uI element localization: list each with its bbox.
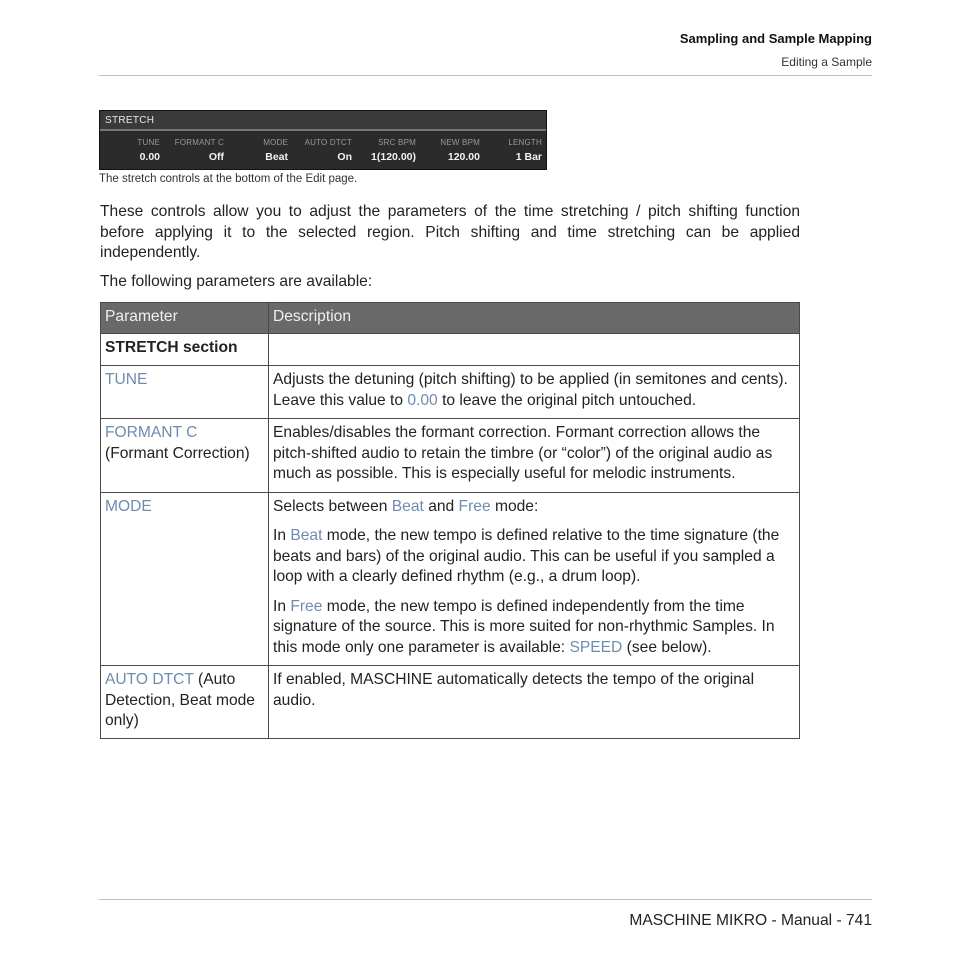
param-name-sub: (Auto Detection, Beat mode only) <box>105 671 255 729</box>
intro-paragraph: These controls allow you to adjust the parameters of the time stretching / pitch shifting function before applying it to the selected region. Pitch shifting and time stretching can be applied independently. <box>100 203 800 261</box>
desc-paragraph <box>273 597 795 659</box>
desc-highlight: Free <box>458 497 491 515</box>
section-label-text: STRETCH section <box>105 338 238 356</box>
param-length <box>472 138 542 163</box>
desc-paragraph <box>273 497 795 518</box>
desc-highlight: Free <box>290 597 323 615</box>
param-name-mode: MODE <box>105 497 152 515</box>
header-rule <box>99 75 872 76</box>
desc-highlight: Beat <box>290 527 323 544</box>
desc-highlight: 0.00 <box>407 391 438 409</box>
table-row <box>101 492 800 666</box>
param-desc-cell: Enables/disables the formant correction. Formant correction allows the pitch-shifted audio to retain the timbre (or “color”) of the original audio as much as possible. This is especially useful for melodic instruments. <box>269 419 800 493</box>
param-value: On <box>337 151 352 163</box>
desc-paragraph <box>273 526 795 588</box>
stretch-panel-screenshot <box>99 110 547 170</box>
param-label: SRC BPM <box>378 138 416 147</box>
section-title: Editing a Sample <box>781 55 872 69</box>
param-label: AUTO DTCT <box>304 138 352 147</box>
page-footer: MASCHINE MIKRO - Manual - 741 <box>629 912 872 929</box>
desc-highlight: SPEED <box>569 638 623 656</box>
param-value: Beat <box>265 151 288 163</box>
param-name-sub: (Formant Correction) <box>105 444 250 462</box>
desc-text: In <box>273 597 291 615</box>
desc-text: Selects between <box>273 497 392 515</box>
param-name-tune: TUNE <box>105 371 148 388</box>
param-src-bpm <box>346 138 416 163</box>
param-formant <box>154 138 224 163</box>
param-label: MODE <box>263 138 288 147</box>
table-row <box>101 419 800 493</box>
param-label: LENGTH <box>508 138 542 147</box>
table-header-row <box>101 303 800 334</box>
param-value: 1(120.00) <box>371 151 416 163</box>
desc-text: In <box>273 527 291 544</box>
param-name-cell <box>101 419 269 493</box>
param-value: 1 Bar <box>515 151 542 163</box>
chapter-title: Sampling and Sample Mapping <box>679 31 872 46</box>
desc-text: Adjusts the detuning (pitch shifting) to be applied (in semitones and cents). Leave this value to <box>273 371 788 409</box>
param-name-cell <box>101 366 269 419</box>
param-auto-dtct <box>282 138 352 163</box>
param-name-cell <box>101 492 269 666</box>
param-desc-cell <box>269 366 800 419</box>
param-label: FORMANT C <box>174 138 224 147</box>
param-name-auto-dtct: AUTO DTCT <box>105 671 194 688</box>
footer-rule <box>99 899 872 900</box>
params-intro: The following parameters are available: <box>100 273 373 290</box>
stretch-panel-titlebar <box>100 111 546 131</box>
table-row <box>101 366 800 419</box>
param-name-formant: FORMANT C <box>105 424 198 441</box>
param-value: 120.00 <box>447 151 480 163</box>
desc-text: mode: <box>490 497 539 515</box>
desc-highlight: Beat <box>391 497 424 515</box>
param-tune <box>90 138 160 163</box>
table-row <box>101 666 800 739</box>
stretch-panel-title: STRETCH <box>105 115 155 126</box>
desc-text: mode, the new tempo is defined relative to the time signature (the beats and bars) of the original audio. This can be useful if you sampled a loop with a clearly defined rhythm (e.g., a drum loop). <box>273 527 780 585</box>
param-desc-cell: If enabled, MASCHINE automatically detects the tempo of the original audio. <box>269 666 800 739</box>
desc-text: (see below). <box>622 638 712 656</box>
param-value: 0.00 <box>139 151 160 163</box>
table-row <box>101 333 800 366</box>
param-name-cell <box>101 666 269 739</box>
param-value: Off <box>208 151 224 163</box>
parameter-table <box>100 302 800 739</box>
desc-text: and <box>423 497 459 515</box>
desc-text: to leave the original pitch untouched. <box>437 391 697 409</box>
param-label: TUNE <box>137 138 160 147</box>
param-label: NEW BPM <box>440 138 480 147</box>
section-empty-cell <box>269 333 800 366</box>
header-description: Description <box>269 303 800 334</box>
desc-text: mode, the new tempo is defined independently from the time signature of the source. This is more suited for non-rhythmic Samples. In this mode only one parameter is available: <box>273 597 775 656</box>
section-label <box>101 333 269 366</box>
param-desc-cell <box>269 492 800 666</box>
param-new-bpm <box>410 138 480 163</box>
header-parameter: Parameter <box>101 303 269 334</box>
param-mode <box>218 138 288 163</box>
figure-caption: The stretch controls at the bottom of the Edit page. <box>99 173 358 185</box>
